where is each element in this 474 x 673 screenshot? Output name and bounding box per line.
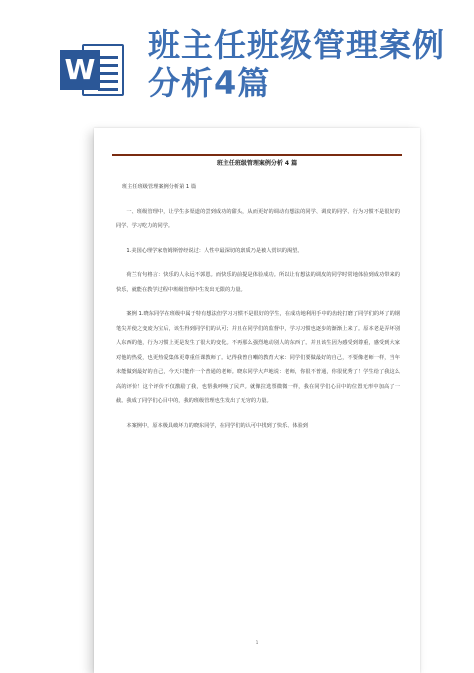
paragraph: 1.美国心理学家詹姆斯曾经说过：人性中最深切的禀质乃是被人赏识的渴望。 <box>126 247 303 254</box>
paragraph: 荷兰有句格言：快乐的人永远不郭恩。而快乐的前提是体验成功。所以让有想法的调皮的同学时常地体验到成功带来的快乐，就能在教学过程中班级管理中生发出无限的力量。 <box>116 272 400 293</box>
banner <box>0 0 474 120</box>
word-w-logo: W <box>60 50 100 90</box>
document-body <box>116 180 400 433</box>
page-number: 1 <box>255 640 259 645</box>
paragraph: 案例 1.晓东同学在班级中属于特有想法但学习习惯不是很好的学生，在成功地利用手中的齿轮打磨了同学们的坏了的钢笔尖并使之变废为宝后，该生得到同学们的认可；并且在同学们的监督中，学习习惯也逐步的渐渐上来了。原本老是弄坏别人东西的他，行为习惯上更是发生了很大的变化。不再那么强烈地动别人的东西了。并且该生因为感受到尊重，感受到大家对他的热爱，也更热爱集体更尊重任课教师了。记得我曾自嘲的教育大家：同学们要做最好的自己，不要像老师一样，当年未能做到最好的自己，今天只能作一个普通的老师。晓东同学大声地说：老师，你很不普通，你很优秀了！学生给了我这么高的评价！这个评价不仅激励了我，也帮我呼唤了民声。就像拉选票微微一样，我在同学们心目中的位置无形中加高了一截。我成了同学们心目中的，我的班级管理也生发出了无穷的力量。 <box>116 311 400 404</box>
document-page <box>94 128 420 673</box>
paragraph: 一、班级管理中，让学生多渠道的尝到成功的甜头，从而更好的调动有想法的同学、调皮的同学、行为习惯不是很好的同学、学习吃力的同学。 <box>116 208 400 229</box>
paragraph: 本案例中，原本极具破坏力的晓东同学，在同学们的认可中找到了快乐、体验到 <box>126 422 308 429</box>
header-rule <box>112 154 402 156</box>
banner-title: 班主任班级管理案例分析4篇 <box>148 26 446 102</box>
section-title: 班主任班级管理案例分析第 1 篇 <box>122 184 197 190</box>
word-icon <box>60 40 128 100</box>
document-header: 班主任班级管理案例分析 4 篇 <box>216 160 298 167</box>
